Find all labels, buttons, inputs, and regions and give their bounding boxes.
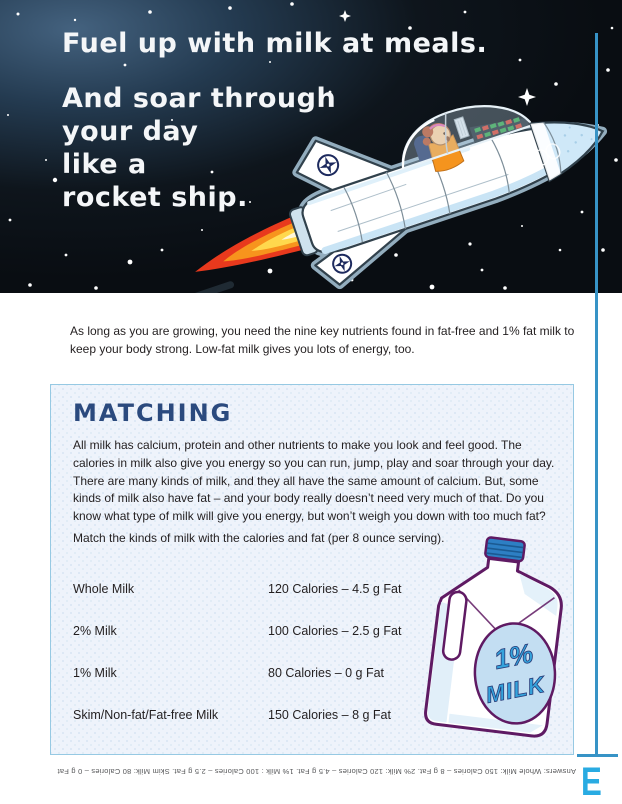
vertical-rule-endcap bbox=[577, 754, 618, 757]
jug-label-milk: MILK bbox=[483, 670, 548, 708]
calorie-fat-label: 80 Calories – 0 g Fat bbox=[268, 666, 385, 680]
matching-title: MATCHING bbox=[73, 399, 233, 427]
milk-type-label: Skim/Non-fat/Fat-free Milk bbox=[73, 708, 219, 722]
intro-paragraph: As long as you are growing, you need the nine key nutrients found in fat-free and 1% fat milk to keep your body strong. Low-fat milk gives you lots of energy, too. bbox=[70, 324, 575, 356]
headline-block bbox=[62, 82, 402, 214]
answers-key-upside-down: Answers: Whole Milk: 150 Calories – 8 g Fat. 2% Milk: 120 Calories – 4.5 g Fat. 1% Milk : 100 Calories – 2.5 g Fat. Skim Milk: 80 Calories – 0 g Fat bbox=[57, 767, 576, 776]
matching-rows bbox=[73, 582, 413, 750]
match-row bbox=[73, 708, 413, 720]
headline-line1: Fuel up with milk at meals. bbox=[62, 28, 488, 59]
calorie-fat-label: 120 Calories – 4.5 g Fat bbox=[268, 582, 402, 596]
milk-type-label: 2% Milk bbox=[73, 624, 117, 638]
matching-instruction: Match the kinds of milk with the calories and fat (per 8 ounce serving). bbox=[73, 531, 445, 545]
calorie-fat-label: 150 Calories – 8 g Fat bbox=[268, 708, 391, 722]
headline-line3: your day bbox=[62, 116, 199, 147]
matching-body-text: All milk has calcium, protein and other nutrients to make you look and feel good. The calories in milk also give you energy so you can run, jump, play and soar through your day. There are many kinds of milk, and they all have the same amount of calcium. But, some kinds of milk also have fat – and your body really doesn’t need very much of that. Do you know what type of milk will give you energy, but won’t weigh you down with too much fat? bbox=[73, 438, 555, 523]
calorie-fat-label: 100 Calories – 2.5 g Fat bbox=[268, 624, 402, 638]
headline-line4: like a bbox=[62, 149, 147, 180]
matching-activity-box bbox=[50, 384, 574, 755]
match-row bbox=[73, 624, 413, 636]
vertical-rule bbox=[595, 33, 598, 754]
header-banner bbox=[0, 0, 622, 293]
match-row bbox=[73, 666, 413, 678]
milk-type-label: 1% Milk bbox=[73, 666, 117, 680]
match-row bbox=[73, 582, 413, 594]
headline-line5: rocket ship. bbox=[62, 182, 248, 213]
page-letter: E bbox=[581, 760, 602, 804]
milk-type-label: Whole Milk bbox=[73, 582, 135, 596]
headline-line2: And soar through bbox=[62, 83, 337, 114]
milk-jug-illustration bbox=[413, 535, 581, 747]
jug-label-percent: 1% bbox=[491, 638, 536, 675]
